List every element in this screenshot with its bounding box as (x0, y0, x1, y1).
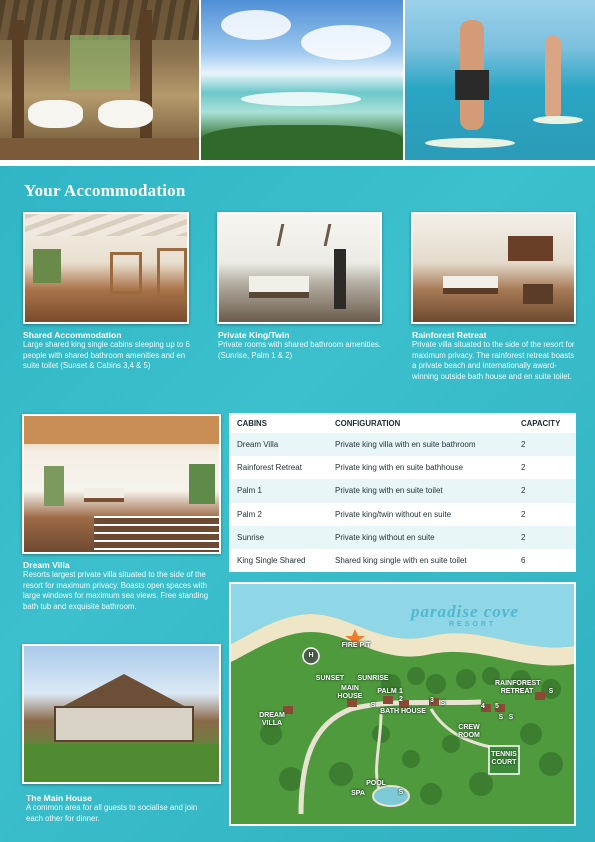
table-row (229, 479, 576, 502)
cell-capacity: 2 (513, 526, 576, 549)
rainforest-retreat-desc: Private villa situated to the side of the resort for maximum privacy. The rainforest retreat boasts a private beach and internationally award-winning outside bath house and en suite toilet. (412, 340, 575, 381)
private-king-twin-desc: Private rooms with shared bathroom amenities. (Sunrise, Palm 1 & 2) (218, 340, 381, 360)
cell-configuration: Shared king single with en suite toilet (327, 549, 513, 572)
shower-marker: S (548, 688, 554, 695)
rainforest-retreat-photo (411, 212, 576, 324)
shower-marker: S (398, 789, 404, 796)
cell-configuration: Private king with en suite toilet (327, 479, 513, 502)
table-row (229, 456, 576, 479)
pavilion-bathtub-photo (0, 0, 199, 160)
helipad-label: H (308, 652, 314, 659)
dream-villa-desc: Resorts largest private villa situated to the side of the resort for maximum privacy. Boasts open spaces with large windows for maximum sea views. Free standing bath tub and exquisite bathroom. (23, 570, 209, 611)
dream-villa-photo (22, 414, 221, 554)
crew-room-label: CREW ROOM (458, 724, 480, 739)
cell-cabin: Dream Villa (229, 433, 327, 456)
dream-villa-title: Dream Villa (23, 560, 70, 570)
cell-capacity: 2 (513, 479, 576, 502)
dream-villa-label: DREAM VILLA (259, 712, 285, 727)
private-king-twin-photo (217, 212, 382, 324)
header-cabins: CABINS (229, 413, 327, 433)
cell-configuration: Private king without en suite (327, 526, 513, 549)
table-header-row (229, 413, 576, 433)
cabin-3-label: 3 (430, 697, 434, 704)
cell-cabin: Palm 2 (229, 503, 327, 526)
cabins-table (229, 413, 576, 572)
header-configuration: CONFIGURATION (327, 413, 513, 433)
resort-map (229, 582, 576, 826)
cell-capacity: 2 (513, 456, 576, 479)
palm-label: PALM (377, 688, 397, 695)
shower-marker: S (498, 714, 504, 721)
cell-configuration: Private king/twin without en suite (327, 503, 513, 526)
main-house-label: MAIN HOUSE (337, 685, 363, 700)
palm-1-label: 1 (399, 688, 403, 695)
table-row (229, 433, 576, 456)
cell-cabin: King Single Shared (229, 549, 327, 572)
cell-cabin: Sunrise (229, 526, 327, 549)
cell-configuration: Private king with en suite bathhouse (327, 456, 513, 479)
rainforest-retreat-label: RAINFOREST RETREAT (495, 680, 541, 695)
sunrise-label: SUNRISE (357, 675, 389, 682)
bath-house-label: BATH HOUSE (380, 708, 426, 715)
map-brand-sub: RESORT (449, 621, 497, 628)
tennis-court-label: TENNIS COURT (491, 751, 517, 766)
spa-label: SPA (351, 790, 365, 797)
cell-capacity: 2 (513, 503, 576, 526)
cabin-4-label: 4 (481, 703, 485, 710)
cell-configuration: Private king villa with en suite bathroom (327, 433, 513, 456)
shared-accommodation-title: Shared Accommodation (23, 330, 122, 340)
shared-accommodation-photo (23, 212, 189, 324)
paddleboarders-photo (405, 0, 595, 160)
firepit-label: FIRE PIT (341, 642, 371, 649)
table-row (229, 549, 576, 572)
main-house-desc: A common area for all guests to socialise and join each other for dinner. (26, 803, 198, 823)
private-king-twin-title: Private King/Twin (218, 330, 290, 340)
table-row (229, 503, 576, 526)
shower-marker: S (440, 700, 446, 707)
sunset-label: SUNSET (315, 675, 345, 682)
main-house-photo (22, 644, 221, 784)
section-heading: Your Accommodation (24, 181, 186, 200)
shower-marker: S (370, 702, 376, 709)
shared-accommodation-desc: Large shared king single cabins sleeping up to 6 people with shared bathroom amenities and en suite toilet (Sunset & Cabins 3,4 & 5) (23, 340, 190, 371)
main-house-title: The Main House (26, 793, 92, 803)
header-capacity: CAPACITY (513, 413, 576, 433)
rainforest-retreat-title: Rainforest Retreat (412, 330, 487, 340)
palm-2-label: 2 (399, 696, 403, 703)
whitehaven-beach-photo (201, 0, 403, 160)
pool-label: POOL (366, 780, 386, 787)
map-graphic (231, 584, 574, 824)
shower-marker: S (508, 714, 514, 721)
cell-capacity: 2 (513, 433, 576, 456)
cabin-5-label: 5 (495, 703, 499, 710)
cell-cabin: Rainforest Retreat (229, 456, 327, 479)
cell-capacity: 6 (513, 549, 576, 572)
map-brand: paradise cove (411, 602, 519, 621)
table-row (229, 526, 576, 549)
cell-cabin: Palm 1 (229, 479, 327, 502)
